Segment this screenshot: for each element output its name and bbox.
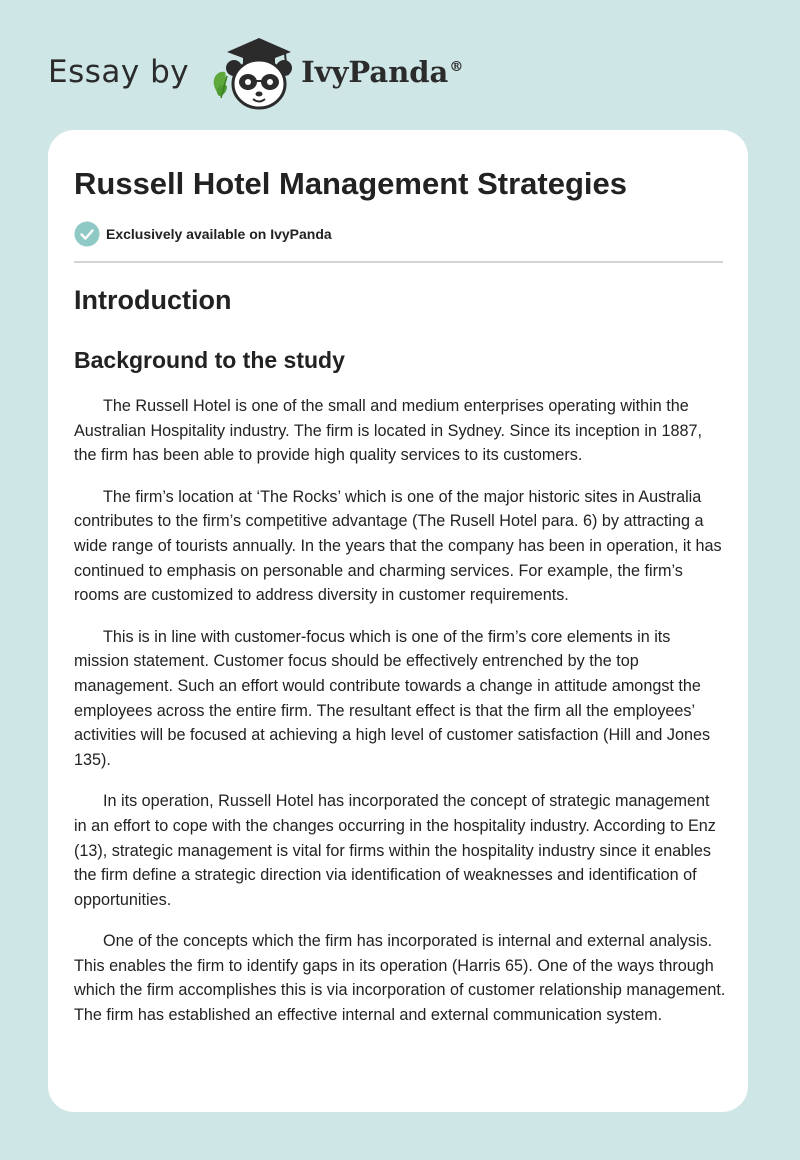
paragraph: In its operation, Russell Hotel has incorporated the concept of strategic management in an effort to cope with the changes occurring in the hospitality industry. According to Enz (13), strategic management is vital for firms within the hospitality industry since it enables the firm define a strategic direction via identification of weaknesses and identification of opportunities. — [74, 792, 716, 909]
essay-body — [74, 394, 726, 1045]
paragraph: The Russell Hotel is one of the small and medium enterprises operating within the Australian Hospitality industry. The firm is located in Sydney. Since its inception in 1887, the firm has been able to provide high quality services to its customers. — [74, 397, 703, 465]
title-divider — [74, 261, 723, 263]
paragraph: One of the concepts which the firm has incorporated is internal and external analysis. This enables the firm to identify gaps in its operation (Harris 65). One of the ways through which the firm accomplishes this is via incorporation of customer relationship management. The firm has established an effective internal and external communication system. — [74, 932, 726, 1025]
exclusive-badge — [74, 221, 332, 247]
panda-graduate-logo-icon — [207, 32, 295, 112]
essay-card — [48, 130, 748, 1112]
paragraph: This is in line with customer-focus which is one of the firm’s core elements in its mission statement. Customer focus should be effectively entrenched by the top management. Such an effort would contribute towards a change in attitude amongst the employees across the entire firm. The resultant effect is that the firm all the employees’ activities will be focused at achieving a high level of customer satisfaction (Hill and Jones 135). — [74, 627, 711, 769]
section-heading: Introduction — [74, 285, 232, 315]
paragraph: The firm’s location at ‘The Rocks’ which is one of the major historic sites in Australia contributes to the firm’s competitive advantage (The Rusell Hotel para. 6) by attracting a wide range of tourists annually. In the years that the company has been in operation, it has continued to emphasis on personable and charming services. For example, the firm’s rooms are customized to address diversity in customer requirements. — [74, 487, 722, 605]
exclusive-badge-text: Exclusively available on IvyPanda — [106, 226, 332, 242]
subsection-heading: Background to the study — [74, 347, 345, 373]
essay-by-label: Essay by — [48, 54, 190, 90]
brand-name: IvyPanda® — [301, 55, 464, 89]
check-circle-icon — [74, 221, 100, 247]
brand-header — [48, 32, 463, 112]
registered-mark: ® — [449, 59, 464, 76]
essay-title: Russell Hotel Management Strategies — [74, 166, 627, 201]
